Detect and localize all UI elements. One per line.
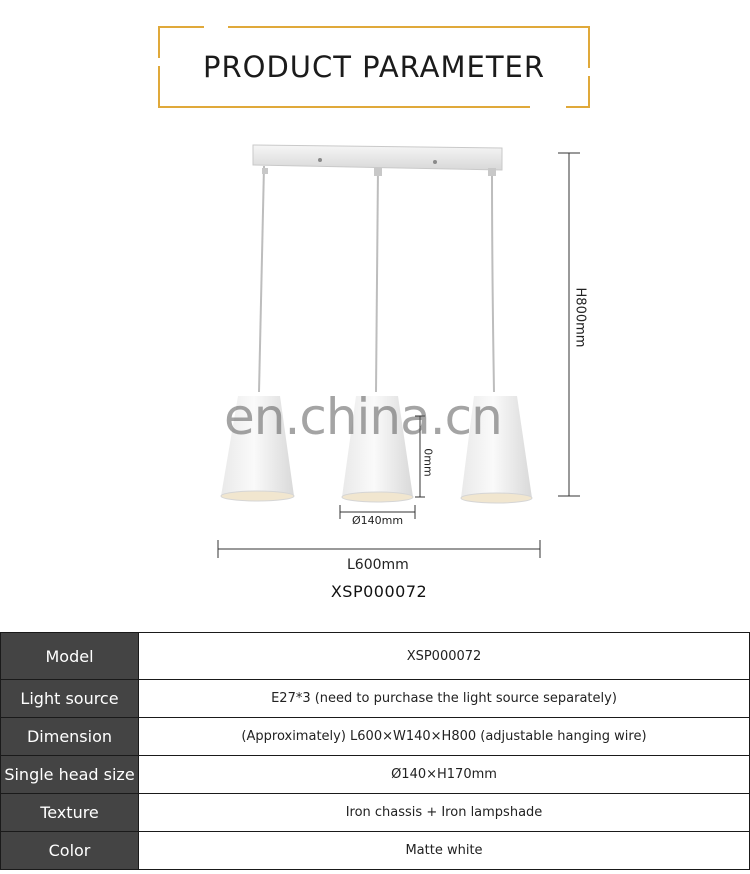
param-key: Model	[1, 633, 139, 680]
param-value: Ø140×H170mm	[139, 756, 750, 794]
parameter-table	[0, 632, 750, 870]
diameter-label: Ø140mm	[352, 514, 404, 527]
watermark: en.china.cn	[224, 388, 502, 446]
title-frame	[158, 26, 590, 108]
table-row	[1, 633, 750, 680]
lamp-illustration	[0, 120, 750, 620]
head-height-label: 0mm	[421, 448, 435, 477]
model-code: XSP000072	[330, 582, 428, 601]
length-label: L600mm	[347, 557, 409, 573]
param-key: Color	[1, 832, 139, 870]
length-dimension-line	[218, 540, 540, 558]
lamp-socket	[488, 168, 496, 176]
hanging-wire	[492, 170, 494, 392]
lamp-socket	[374, 168, 382, 176]
hanging-wire	[259, 166, 264, 392]
height-label: H800mm	[572, 287, 588, 348]
param-value: (Approximately) L600×W140×H800 (adjustable hanging wire)	[139, 718, 750, 756]
param-key: Single head size	[1, 756, 139, 794]
param-value: Matte white	[139, 832, 750, 870]
param-value: E27*3 (need to purchase the light source separately)	[139, 680, 750, 718]
bar-screw	[318, 158, 322, 162]
hanging-wire	[376, 168, 378, 392]
param-value: Iron chassis + Iron lampshade	[139, 794, 750, 832]
lamp-socket	[262, 168, 268, 174]
table-row	[1, 718, 750, 756]
param-value: XSP000072	[139, 633, 750, 680]
table-row	[1, 756, 750, 794]
param-key: Light source	[1, 680, 139, 718]
param-key: Dimension	[1, 718, 139, 756]
bar-screw	[433, 160, 437, 164]
table-row	[1, 832, 750, 870]
ceiling-bar	[253, 145, 502, 170]
param-key: Texture	[1, 794, 139, 832]
table-row	[1, 794, 750, 832]
page-title: PRODUCT PARAMETER	[202, 50, 546, 84]
table-row	[1, 680, 750, 718]
